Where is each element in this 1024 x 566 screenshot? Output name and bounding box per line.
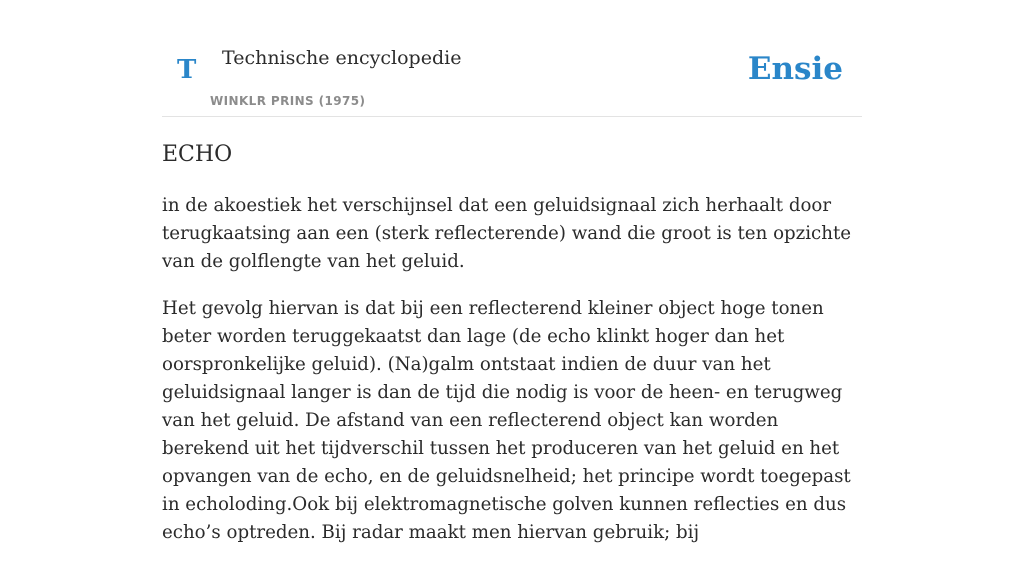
ensie-logo-link[interactable]: Ensie xyxy=(747,51,843,87)
page xyxy=(162,0,862,543)
header xyxy=(162,0,862,117)
book-subtitle: WINKLR PRINS (1975) xyxy=(210,94,366,108)
article-paragraph: in de akoestiek het verschijnsel dat een geluidsignaal zich herhaalt door terugkaatsing aan een (sterk reflecterende) wand die groot is ten opzichte van de golflengte van het geluid. xyxy=(162,195,852,272)
book-title-link[interactable]: Technische encyclopedie xyxy=(222,47,462,69)
book-logo-icon[interactable]: T xyxy=(177,55,197,85)
entry-title: ECHO xyxy=(162,142,233,167)
article-paragraph: Het gevolg hiervan is dat bij een reflecterend kleiner object hoge tonen beter worden teruggekaatst dan lage (de echo klinkt hoger dan het oorspronkelijke geluid). (Na)galm ontstaat indien de duur van het geluidsignaal langer is dan de tijd die nodig is voor de heen- en terugweg van het geluid. De afstand van een reflecterend object kan worden berekend uit het tijdverschil tussen het produceren van het geluid en het opvangen van de echo, en de geluidsnelheid; het principe wordt toegepast in echoloding.Ook bij elektromagnetische golven kunnen reflecties en dus echo’s optreden. Bij radar maakt men hiervan gebruik; bij xyxy=(162,298,851,543)
article-body xyxy=(162,192,864,566)
